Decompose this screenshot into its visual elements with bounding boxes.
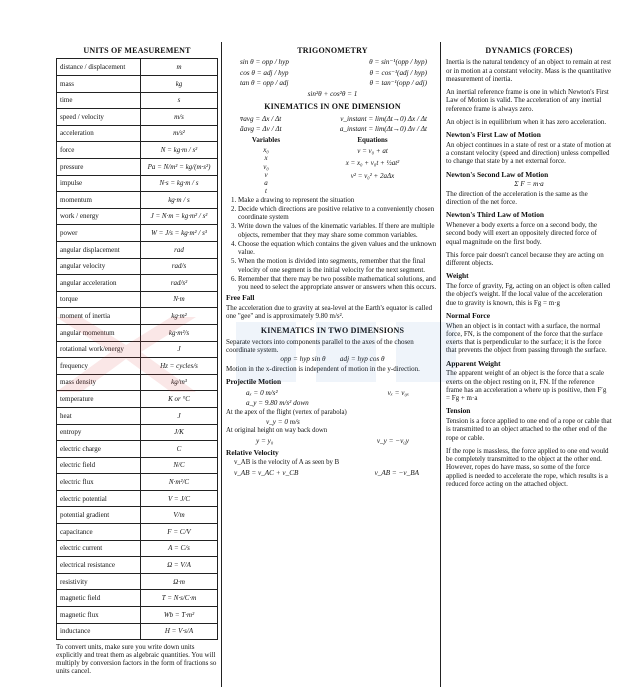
tan-eq: tan θ = opp / adj (240, 79, 289, 88)
proj-x-row (226, 389, 439, 397)
unit-quantity: pressure (57, 159, 141, 176)
asin-eq: θ = sin⁻¹(opp / hyp) (369, 58, 427, 67)
unit-quantity: mass density (57, 374, 141, 391)
step-item: 5. When the motion is divided into segments, remember that the final velocity of one segment is the initial velocity for the next segment. (238, 257, 439, 274)
units-row (57, 109, 218, 126)
unit-quantity: power (57, 225, 141, 242)
unit-quantity: magnetic flux (57, 607, 141, 624)
proj-vx: vₓ = v₀ₓ (387, 388, 409, 397)
trig-identity: sin²θ + cos²θ = 1 (307, 89, 358, 98)
apex-text: At the apex of the flight (vertex of parabola) (226, 408, 347, 416)
units-row (57, 524, 218, 541)
unit-quantity: speed / velocity (57, 109, 141, 126)
dynamics-column (440, 42, 612, 687)
unit-quantity: heat (57, 407, 141, 424)
unit-quantity: electric field (57, 457, 141, 474)
rel-eq1: v_AB = v_AC + v_CB (234, 468, 299, 477)
unit-quantity: potential gradient (57, 507, 141, 524)
unit-quantity: rotational work/energy (57, 341, 141, 358)
tension-text-2: If the rope is massless, the force applied to one end would be completely transmitted to the object at the other end. However, ropes do have mass, so some of the force applied is needed to accelerate the rope, which results is a reduced force acting on the attached object. (446, 446, 609, 488)
unit-quantity: electric potential (57, 490, 141, 507)
sin-eq: sin θ = opp / hyp (240, 58, 289, 67)
tension-text-1: Tension is a force applied to one end of a rope or cable that is transmitted to an object attached to the other end of the rope or cable. (446, 417, 612, 442)
unit-quantity: angular momentum (57, 324, 141, 341)
trig-cos-row (226, 69, 439, 77)
unit-value: Ω·m (141, 573, 218, 590)
law1-text: An object continues in a state of rest or a state of motion at a constant velocity (speed and direction) unless compelled to change that state by a net external force. (446, 140, 612, 166)
units-row (57, 457, 218, 474)
units-row (57, 125, 218, 142)
trig-sin-row (226, 58, 439, 66)
normal-head: Normal Force (446, 310, 490, 320)
reference-sheet (56, 42, 612, 687)
kin1d-steps (226, 196, 439, 292)
unit-value: V = J/C (141, 490, 218, 507)
projectile-head: Projectile Motion (226, 377, 282, 387)
units-row (57, 291, 218, 308)
back-v: v_y = −v₀y (376, 437, 409, 446)
unit-quantity: impulse (57, 175, 141, 192)
unit-value: rad (141, 241, 218, 258)
unit-value: kg·m²/s (141, 324, 218, 341)
unit-value: N·m²/C (141, 474, 218, 491)
unit-value: kg·m² (141, 308, 218, 325)
kinematics-column (221, 42, 439, 687)
inertia-text: Inertia is the natural tendency of an object to remain at rest or in motion at a constant velocity. Mass is the quantitative measurement of inertia. (446, 58, 612, 83)
units-row (57, 225, 218, 242)
units-row (57, 540, 218, 557)
unit-value: N = kg·m / s² (141, 142, 218, 159)
proj-ax: aₓ = 0 m/s² (246, 388, 278, 397)
kin1d-accel-row (226, 125, 439, 133)
units-row (57, 275, 218, 292)
vinst-eq: v_instant = lim(Δt→0) Δx / Δt (340, 114, 427, 123)
step-item: 3. Write down the values of the kinematic variables. If there are multiple objects, remember that they may share some common variables. (238, 222, 439, 239)
apparent-text: The apparent weight of an object is the force that a scale exerts on the object resting on it, FN. If the reference frame has an acceleration a where up is positive, then F′g = Fg + m·a (446, 369, 607, 403)
unit-quantity: torque (57, 291, 141, 308)
units-row (57, 391, 218, 408)
law3-head: Newton's Third Law of Motion (446, 210, 545, 220)
normal-text: When an object is in contact with a surface, the normal force, FN, is the component of the force that the surface exerts that is perpendicular to the surface; it is the force that prevents the object from passing through the surface. (446, 321, 607, 355)
eqs-head: Equations (357, 135, 388, 144)
kin-variable: a (264, 179, 268, 188)
unit-quantity: acceleration (57, 125, 141, 142)
units-row (57, 192, 218, 209)
aavg-eq: āavg = Δv / Δt (240, 125, 282, 134)
ainst-eq: a_instant = lim(Δt→0) Δv / Δt (339, 125, 427, 134)
units-row (57, 142, 218, 159)
unit-value: J (141, 341, 218, 358)
unit-value: Hz = cycles/s (141, 358, 218, 375)
weight-head: Weight (446, 271, 469, 281)
dyn-title: DYNAMICS (FORCES) (485, 46, 573, 55)
equilibrium-text: An object is in equilibrium when it has zero acceleration. (446, 117, 607, 126)
unit-quantity: magnetic field (57, 590, 141, 607)
units-row (57, 490, 218, 507)
unit-value: kg (141, 76, 218, 93)
kin-variable: x (264, 154, 268, 163)
unit-value: Pa = N/m² = kg/(m·s²) (141, 159, 218, 176)
cos-eq: cos θ = adj / hyp (240, 68, 289, 77)
unit-value: N·m (141, 291, 218, 308)
units-row (57, 175, 218, 192)
frame-text: An inertial reference frame is one in which Newton's First Law of Motion is valid. The acceleration of any inertial reference frame is always zero. (446, 88, 609, 113)
back-text: At original height on way back down (226, 427, 328, 435)
unit-value: A = C/s (141, 540, 218, 557)
unit-value: T = N·s/C·m (141, 590, 218, 607)
vavg-eq: v̄avg = Δx / Δt (240, 114, 282, 123)
freefall-head: Free Fall (226, 293, 255, 303)
units-row (57, 424, 218, 441)
unit-quantity: inductance (57, 623, 141, 640)
unit-value: m/s² (141, 125, 218, 142)
units-column (56, 42, 218, 675)
vars-head: Variables (251, 135, 281, 144)
law2-eq: Σ F = m·a (514, 180, 544, 189)
unit-quantity: angular acceleration (57, 275, 141, 292)
unit-value: Ω = V/A (141, 557, 218, 574)
units-row (57, 358, 218, 375)
unit-value: N/C (141, 457, 218, 474)
kin-equation: v = v₀ + at (357, 147, 388, 156)
eqs-list (306, 136, 439, 196)
units-row (57, 507, 218, 524)
law2-head: Newton's Second Law of Motion (446, 169, 549, 179)
unit-value: Wb = T·m² (141, 607, 218, 624)
units-row (57, 241, 218, 258)
units-title: UNITS OF MEASUREMENT (83, 46, 191, 55)
unit-value: J = N·m = kg·m² / s² (141, 208, 218, 225)
back-y: y = y₀ (256, 437, 274, 446)
unit-value: kg·m / s (141, 192, 218, 209)
kin-variable: v (264, 170, 268, 179)
unit-quantity: resistivity (57, 573, 141, 590)
units-row (57, 557, 218, 574)
units-row (57, 374, 218, 391)
kin-variable: t (265, 187, 267, 196)
kin2d-components: opp = hyp sin θ adj = hyp cos θ (280, 355, 385, 364)
unit-quantity: electric current (57, 540, 141, 557)
unit-quantity: moment of inertia (57, 308, 141, 325)
unit-value: N·s = kg·m / s (141, 175, 218, 192)
relative-head: Relative Velocity (226, 447, 279, 457)
kin1d-title: KINEMATICS IN ONE DIMENSION (264, 102, 401, 112)
law3-text: Whenever a body exerts a force on a second body, the second body will exert an oppositely directed force of equal magnitude on the first body. (446, 221, 597, 246)
pair-text: This force pair doesn't cancel because they are acting on different objects. (446, 250, 604, 268)
units-row (57, 76, 218, 93)
units-row (57, 407, 218, 424)
vars-list (226, 136, 306, 196)
units-row (57, 341, 218, 358)
units-row (57, 324, 218, 341)
units-table (56, 58, 218, 640)
units-row (57, 623, 218, 640)
unit-value: C (141, 441, 218, 458)
unit-value: F = C/V (141, 524, 218, 541)
unit-value: H = V·s/A (141, 623, 218, 640)
units-row (57, 573, 218, 590)
unit-quantity: frequency (57, 358, 141, 375)
apex-v: v_y = 0 m/s (266, 417, 300, 426)
kin2d-intro: Separate vectors into components parallel to the axes of the chosen coordinate system. (226, 337, 414, 355)
units-row (57, 159, 218, 176)
kin1d-velocity-row (226, 115, 439, 123)
units-row (57, 590, 218, 607)
back-row (226, 437, 439, 445)
freefall-text: The acceleration due to gravity at sea-level at the Earth's equator is called one "gee" and is approximately 9.80 m/s². (226, 304, 433, 321)
unit-quantity: electrical resistance (57, 557, 141, 574)
unit-quantity: electric charge (57, 441, 141, 458)
relative-text: v_AB is the velocity of A as seen by B (234, 458, 340, 466)
units-row (57, 308, 218, 325)
kin-equation: v² = v₀² + 2aΔx (350, 171, 395, 180)
units-row (57, 607, 218, 624)
relative-eqs (226, 469, 439, 477)
unit-value: rad/s² (141, 275, 218, 292)
acos-eq: θ = cos⁻¹(adj / hyp) (369, 68, 427, 77)
convert-note: To convert units, make sure you write down units explicitly and treat them as algebraic quantities. You will multiply by conversion factors in the form of fractions so units cancel. (56, 643, 217, 676)
unit-value: kg/m³ (141, 374, 218, 391)
unit-quantity: angular velocity (57, 258, 141, 275)
law1-head: Newton's First Law of Motion (446, 130, 541, 140)
unit-quantity: work / energy (57, 208, 141, 225)
trig-title: TRIGONOMETRY (297, 46, 368, 55)
units-row (57, 474, 218, 491)
unit-quantity: entropy (57, 424, 141, 441)
units-row (57, 59, 218, 76)
unit-quantity: mass (57, 76, 141, 93)
apparent-head: Apparent Weight (446, 358, 501, 368)
step-item: 1. Make a drawing to represent the situation (238, 196, 439, 204)
law2-text: The direction of the acceleration is the same as the direction of the net force. (446, 189, 588, 207)
tension-head: Tension (446, 406, 471, 416)
unit-value: m (141, 59, 218, 76)
unit-value: s (141, 92, 218, 109)
rel-eq2: v_AB = −v_BA (374, 468, 419, 477)
unit-quantity: angular displacement (57, 241, 141, 258)
unit-quantity: distance / displacement (57, 59, 141, 76)
unit-quantity: force (57, 142, 141, 159)
unit-quantity: capacitance (57, 524, 141, 541)
unit-quantity: temperature (57, 391, 141, 408)
step-item: 2. Decide which directions are positive relative to a conveniently chosen coordinate system (238, 205, 439, 222)
unit-value: W = J/s = kg·m² / s³ (141, 225, 218, 242)
proj-ay: a_y = 9.80 m/s² down (246, 399, 309, 408)
step-item: 4. Choose the equation which contains the given values and the unknown value. (238, 240, 439, 257)
unit-quantity: electric flux (57, 474, 141, 491)
kin-variable: v₀ (263, 162, 269, 171)
unit-value: J/K (141, 424, 218, 441)
unit-value: V/m (141, 507, 218, 524)
kin1d-vars-block (226, 136, 439, 196)
unit-value: m/s (141, 109, 218, 126)
units-row (57, 258, 218, 275)
trig-tan-row (226, 79, 439, 87)
kin2d-note: Motion in the x-direction is independent of motion in the y-direction. (226, 364, 420, 373)
unit-quantity: time (57, 92, 141, 109)
unit-value: J (141, 407, 218, 424)
unit-quantity: momentum (57, 192, 141, 209)
kin2d-title: KINEMATICS IN TWO DIMENSIONS (260, 325, 405, 335)
unit-value: K or °C (141, 391, 218, 408)
unit-value: rad/s (141, 258, 218, 275)
units-row (57, 92, 218, 109)
units-row (57, 441, 218, 458)
atan-eq: θ = tan⁻¹(opp / adj) (369, 79, 427, 88)
weight-text: The force of gravity, Fg, acting on an object is often called the object's weight. If the local value of the acceleration due to gravity is known, this is Fg = m·g (446, 282, 611, 307)
kin-equation: x = x₀ + v₀t + ½at² (345, 159, 400, 168)
kin-variable: x₀ (263, 146, 269, 155)
units-row (57, 208, 218, 225)
step-item: 6. Remember that there may be two possible mathematical solutions, and you need to select the appropriate answer or answers when this occurs. (238, 275, 439, 292)
